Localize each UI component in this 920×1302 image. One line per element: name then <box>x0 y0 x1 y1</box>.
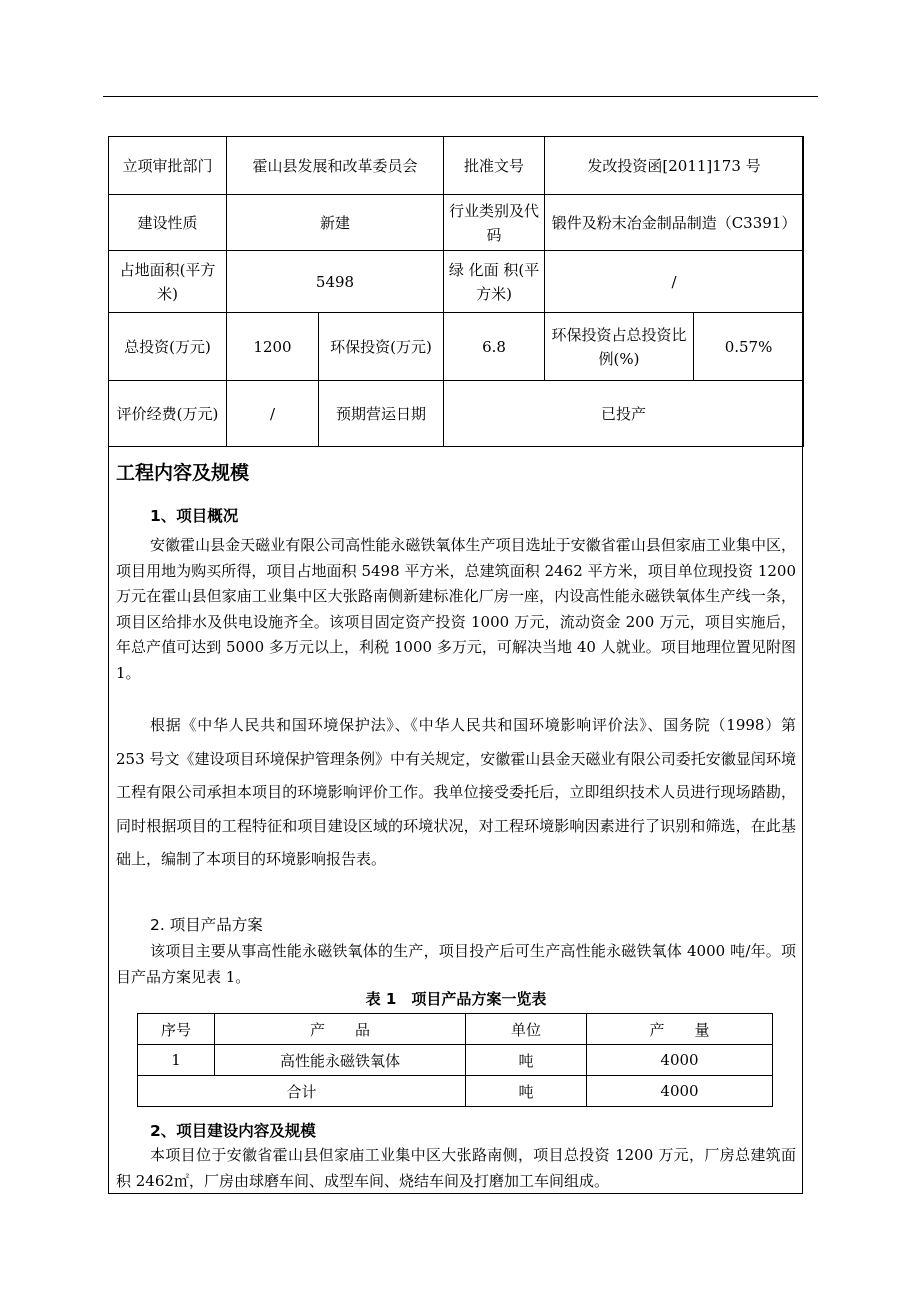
fee-label: 评价经费(万元) <box>109 381 227 447</box>
approval-value: 发改投资函[2011]173 号 <box>545 137 804 195</box>
project-info-table <box>108 136 804 447</box>
table-cell: 高性能永磁铁氧体 <box>215 1045 466 1076</box>
industry-value: 锻件及粉末冶金制品制造（C3391） <box>545 195 804 251</box>
dept-label: 立项审批部门 <box>109 137 227 195</box>
overview-paragraph-1: 安徽霍山县金天磁业有限公司高性能永磁铁氧体生产项目选址于安徽省霍山县但家庙工业集中区，项目用地为购买所得，项目占地面积 5498 平方米，总建筑面积 2462 平方米，项目单位现投资 1200 万元在霍山县但家庙工业集中区大张路南侧新建标准化厂房一座，内设高性能永磁铁氧体生产线一条，项目区给排水及供电设施齐全。该项目固定资产投资 1000 万元，流动资金 200 万元，项目实施后，年总产值可达到 5000 多万元以上，利税 1000 多万元，可解决当地 40 人就业。项目地理位置见附图 1。 <box>116 536 796 682</box>
date-value: 已投产 <box>444 381 804 447</box>
env-invest-value: 6.8 <box>444 313 545 381</box>
table-row <box>138 1045 773 1076</box>
date-label: 预期营运日期 <box>319 381 444 447</box>
table-cell: 吨 <box>466 1045 587 1076</box>
green-value: / <box>545 251 804 313</box>
overview-paragraph-2: 根据《中华人民共和国环境保护法》、《中华人民共和国环境影响评价法》、国务院（1998）第 253 号文《建设项目环境保护管理条例》中有关规定，安徽霍山县金天磁业有限公司委托安徽显闰环境工程有限公司承担本项目的环境影响评价工作。我单位接受委托后，立即组织技术人员进行现场踏勘，同时根据项目的工程特征和项目建设区域的环境状况，对工程环境影响因素进行了识别和筛选，在此基础上，编制了本项目的环境影响报告表。 <box>116 716 796 868</box>
table-cell: 4000 <box>587 1045 773 1076</box>
area-value: 5498 <box>227 251 444 313</box>
env-invest-label: 环保投资(万元) <box>319 313 444 381</box>
green-label: 绿 化面 积(平方米) <box>444 251 545 313</box>
overview-heading: 1、项目概况 <box>150 507 239 525</box>
product-heading: 2. 项目产品方案 <box>150 916 263 934</box>
total-value: 4000 <box>587 1076 773 1107</box>
fee-value: / <box>227 381 319 447</box>
env-ratio-value: 0.57% <box>694 313 804 381</box>
total-unit: 吨 <box>466 1076 587 1107</box>
invest-label: 总投资(万元) <box>109 313 227 381</box>
table-cell: 1 <box>138 1045 215 1076</box>
product-table-header: 产 品 <box>215 1014 466 1045</box>
product-table-header: 产 量 <box>587 1014 773 1045</box>
product-table-header: 序号 <box>138 1014 215 1045</box>
approval-label: 批准文号 <box>444 137 545 195</box>
industry-label: 行业类别及代码 <box>444 195 545 251</box>
product-table <box>137 1013 773 1107</box>
dept-value: 霍山县发展和改革委员会 <box>227 137 444 195</box>
section-title: 工程内容及规模 <box>116 462 250 484</box>
invest-value: 1200 <box>227 313 319 381</box>
table-total-row <box>138 1076 773 1107</box>
nature-label: 建设性质 <box>109 195 227 251</box>
build-heading: 2、项目建设内容及规模 <box>150 1122 316 1140</box>
product-table-header: 单位 <box>466 1014 587 1045</box>
product-paragraph: 该项目主要从事高性能永磁铁氧体的生产，项目投产后可生产高性能永磁铁氧体 4000 吨/年。项目产品方案见表 1。 <box>116 942 796 986</box>
area-label: 占地面积(平方米) <box>109 251 227 313</box>
nature-value: 新建 <box>227 195 444 251</box>
build-paragraph: 本项目位于安徽省霍山县但家庙工业集中区大张路南侧，项目总投资 1200 万元，厂房总建筑面积 2462㎡，厂房由球磨车间、成型车间、烧结车间及打磨加工车间组成。 <box>116 1146 796 1190</box>
header-rule <box>103 96 818 97</box>
total-label: 合计 <box>138 1076 466 1107</box>
product-table-caption: 表 1 项目产品方案一览表 <box>365 990 547 1008</box>
env-ratio-label: 环保投资占总投资比例(%) <box>545 313 694 381</box>
